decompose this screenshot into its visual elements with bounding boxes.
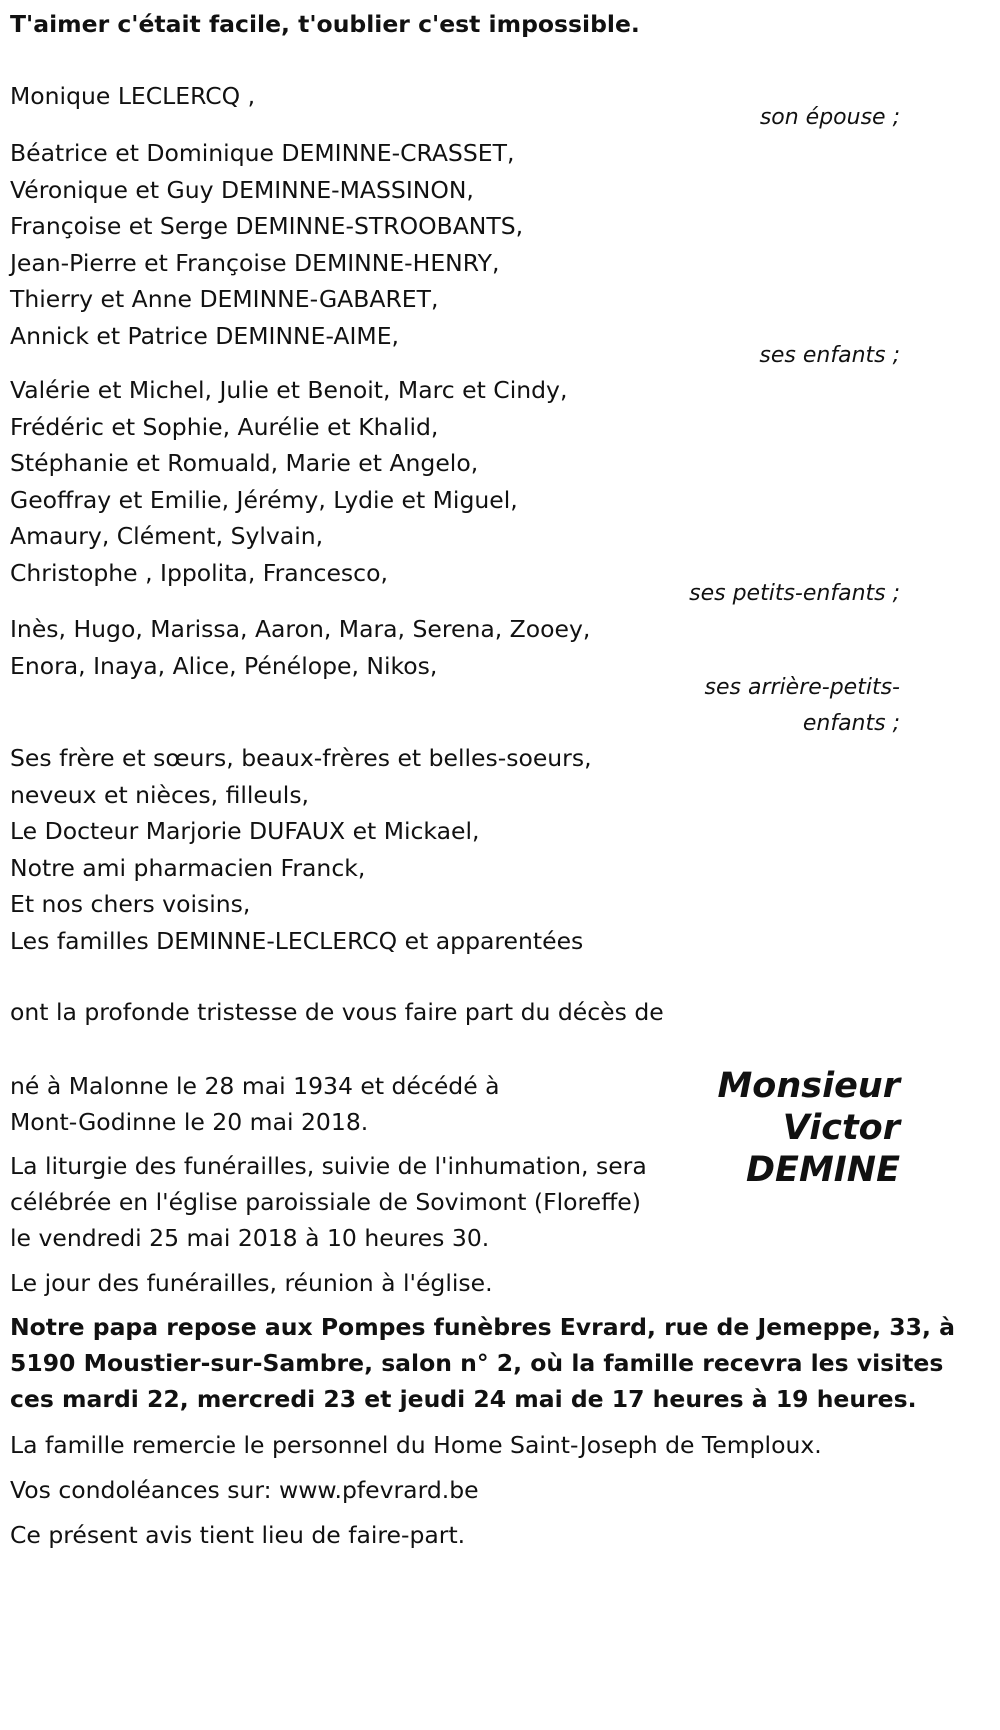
notice-text: Ce présent avis tient lieu de faire-part. bbox=[10, 1521, 466, 1549]
list-item: Véronique et Guy DEMINNE-MASSINON, bbox=[10, 175, 474, 204]
liturgy-info bbox=[10, 1148, 647, 1256]
text-line: La liturgie des funérailles, suivie de l'inhumation, sera bbox=[10, 1152, 647, 1180]
birth-death-info bbox=[10, 1068, 500, 1140]
list-item: Inès, Hugo, Marissa, Aaron, Mara, Serena, Zooey, bbox=[10, 615, 591, 643]
list-item: Amaury, Clément, Sylvain, bbox=[10, 522, 324, 550]
text-line: Notre papa repose aux Pompes funèbres Evrard, rue de Jemeppe, 33, à bbox=[10, 1313, 955, 1341]
list-item: Annick et Patrice DEMINNE-AIME, bbox=[10, 321, 400, 350]
list-item: Le Docteur Marjorie DUFAUX et Mickael, bbox=[10, 817, 480, 845]
visit-info bbox=[10, 1309, 955, 1417]
list-item: Thierry et Anne DEMINNE-GABARET, bbox=[10, 285, 439, 313]
great-grandchildren-list bbox=[10, 611, 590, 684]
announcement: ont la profonde tristesse de vous faire part du décès de bbox=[10, 998, 664, 1026]
list-item: neveux et nièces, filleuls, bbox=[10, 780, 310, 809]
grandchildren-role: ses petits-enfants ; bbox=[689, 581, 900, 606]
list-item: Et nos chers voisins, bbox=[10, 890, 251, 918]
text-line: 5190 Moustier-sur-Sambre, salon n° 2, où la famille recevra les visites bbox=[10, 1349, 944, 1377]
list-item: Jean-Pierre et Françoise DEMINNE-HENRY, bbox=[10, 248, 500, 277]
list-item: Françoise et Serge DEMINNE-STROOBANTS, bbox=[10, 212, 524, 240]
wife-name: Monique LECLERCQ , bbox=[10, 82, 256, 110]
text-line: Mont-Godinne le 20 mai 2018. bbox=[10, 1108, 369, 1136]
list-item: Ses frère et sœurs, beaux-frères et belles-soeurs, bbox=[10, 744, 592, 772]
list-item: Frédéric et Sophie, Aurélie et Khalid, bbox=[10, 412, 439, 441]
text-line: ces mardi 22, mercredi 23 et jeudi 24 mai de 17 heures à 19 heures. bbox=[10, 1385, 917, 1413]
list-item: Stéphanie et Romuald, Marie et Angelo, bbox=[10, 449, 479, 477]
role-line: enfants ; bbox=[802, 711, 900, 736]
list-item: Béatrice et Dominique DEMINNE-CRASSET, bbox=[10, 139, 515, 167]
grandchildren-list bbox=[10, 372, 567, 591]
text-line: né à Malonne le 28 mai 1934 et décédé à bbox=[10, 1072, 500, 1100]
deceased-firstname: Victor bbox=[782, 1108, 900, 1148]
role-line: ses arrière-petits- bbox=[704, 675, 900, 700]
list-item: Enora, Inaya, Alice, Pénélope, Nikos, bbox=[10, 651, 438, 680]
deceased-title: Monsieur bbox=[717, 1066, 900, 1106]
great-grandchildren-role bbox=[705, 670, 900, 742]
children-list bbox=[10, 135, 523, 354]
condolences-text: Vos condoléances sur: www.pfevrard.be bbox=[10, 1476, 479, 1504]
text-line: le vendredi 25 mai 2018 à 10 heures 30. bbox=[10, 1224, 490, 1252]
meeting-info: Le jour des funérailles, réunion à l'église. bbox=[10, 1269, 493, 1297]
list-item: Christophe , Ippolita, Francesco, bbox=[10, 558, 388, 587]
list-item: Les familles DEMINNE-LECLERCQ et apparentées bbox=[10, 926, 584, 955]
text-line: célébrée en l'église paroissiale de Sovimont (Floreffe) bbox=[10, 1188, 641, 1216]
deceased-lastname: DEMINE bbox=[745, 1150, 900, 1190]
list-item: Valérie et Michel, Julie et Benoit, Marc et Cindy, bbox=[10, 376, 568, 404]
wife-role: son épouse ; bbox=[759, 105, 900, 130]
headline: T'aimer c'était facile, t'oublier c'est impossible. bbox=[10, 10, 640, 38]
list-item: Notre ami pharmacien Franck, bbox=[10, 853, 366, 882]
thanks-text: La famille remercie le personnel du Home Saint-Joseph de Temploux. bbox=[10, 1431, 822, 1459]
others-list bbox=[10, 740, 592, 959]
children-role: ses enfants ; bbox=[759, 343, 900, 368]
list-item: Geoffray et Emilie, Jérémy, Lydie et Miguel, bbox=[10, 485, 518, 514]
deceased-name bbox=[717, 1065, 900, 1191]
